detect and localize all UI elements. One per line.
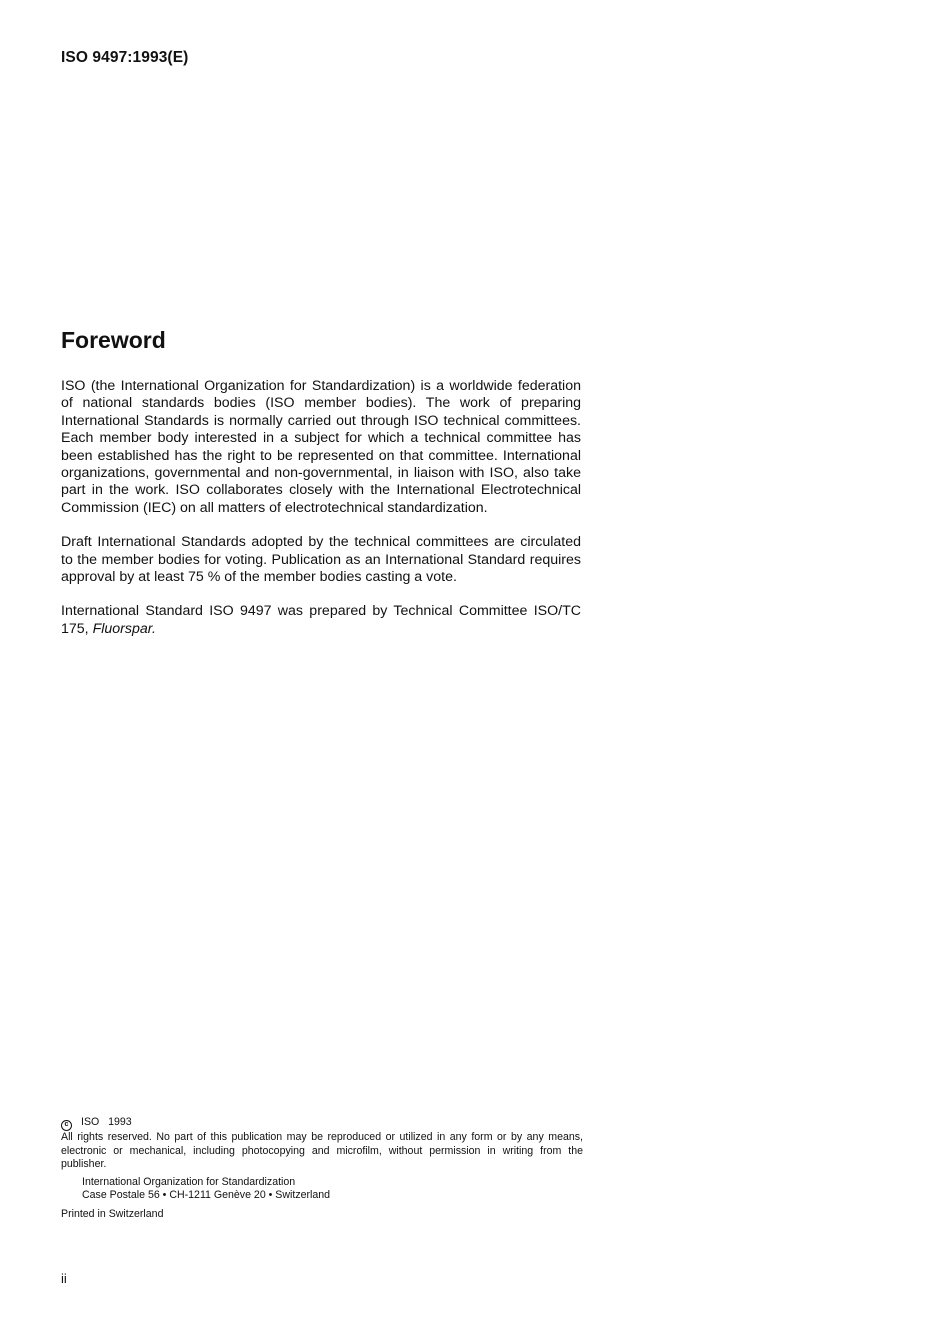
copyright-owner-year: ISO 1993 (81, 1116, 132, 1128)
foreword-paragraph-2: Draft International Standards adopted by the technical committees are circulated to the member bodies for voting. Publication as an International Standard requires approval by at least 75 % of the member bodies casting a vote. (61, 534, 581, 586)
foreword-body (61, 378, 581, 655)
paragraph-3-text: International Standard ISO 9497 was prepared by Technical Committee ISO/TC 175, (61, 603, 581, 637)
foreword-paragraph-3 (61, 603, 581, 638)
printed-location: Printed in Switzerland (61, 1207, 164, 1220)
copyright-line (61, 1116, 583, 1131)
foreword-paragraph-1: ISO (the International Organization for Standardization) is a worldwide federation of national standards bodies (ISO member bodies). The work of preparing International Standards is normally carried out through ISO technical committees. Each member body interested in a subject for which a technical committee has been established has the right to be represented on that committee. International organizations, governmental and non-governmental, in liaison with ISO, also take part in the work. ISO collaborates closely with the International Electrotechnical Commission (IEC) on all matters of electrotechnical standardization. (61, 378, 581, 516)
document-id-header: ISO 9497:1993(E) (61, 49, 189, 66)
copyright-block (61, 1116, 583, 1222)
organization-address: Case Postale 56 • CH-1211 Genève 20 • Switzerland (82, 1189, 331, 1202)
organization-name: International Organization for Standardization (82, 1175, 296, 1188)
page-number: ii (61, 1271, 67, 1286)
copyright-icon: c (61, 1120, 72, 1131)
committee-name-emphasis: Fluorspar. (92, 620, 156, 637)
foreword-heading: Foreword (61, 327, 166, 353)
rights-statement: All rights reserved. No part of this publication may be reproduced or utilized in any form or by any means, electronic or mechanical, including photocopying and microfilm, without permission in writing from the publisher. (61, 1131, 583, 1171)
